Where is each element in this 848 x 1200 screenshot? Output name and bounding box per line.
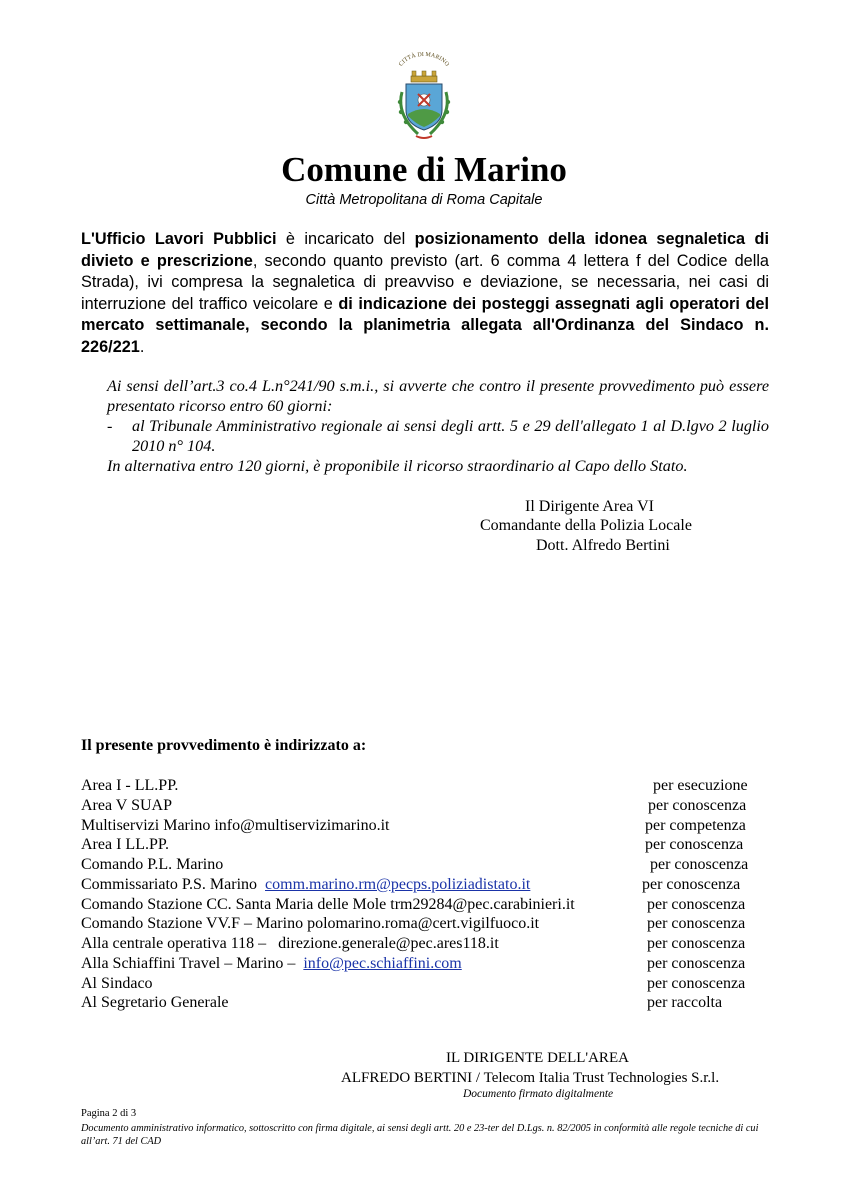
city-crest-logo	[388, 52, 460, 144]
page-number: Pagina 2 di 3	[81, 1108, 137, 1119]
recipient-name: Area I LL.PP.	[81, 836, 169, 853]
digital-signature-title: IL DIRIGENTE DELL'AREA	[446, 1050, 629, 1066]
recipient-name: Area I - LL.PP.	[81, 777, 179, 794]
main-paragraph: L'Ufficio Lavori Pubblici è incaricato del posizionamento della idonea segnaletica di divieto e prescrizione, secondo quanto previsto (art. 6 comma 4 lettera f del Codice della Strada), ivi compresa la segnaletica di preavviso e deviazione, se necessaria, nei casi di interruzione del traffico veicolare e di indicazione dei posteggi assegnati agli operatori del mercato settimanale, secondo la planimetria allegata all'Ordinanza del Sindaco n. 226/221.	[81, 230, 769, 356]
recipient-name: Comando Stazione VV.F – Marino polomarino.roma@cert.vigilfuoco.it	[81, 915, 540, 932]
appeal-notice	[107, 376, 769, 476]
page-subtitle: Città Metropolitana di Roma Capitale	[305, 192, 543, 208]
recipient-name: Alla centrale operativa 118 – direzione.generale@pec.ares118.it	[81, 935, 499, 952]
crest-motto: CITTÀ DI MARINO	[398, 52, 450, 68]
recipient-name: Al Sindaco	[81, 975, 153, 992]
recipients-heading: Il presente provvedimento è indirizzato a:	[81, 737, 367, 754]
page-title: Comune di Marino	[281, 150, 567, 189]
appeal-bullet: - al Tribunale Amministrativo regionale ai sensi degli artt. 5 e 29 dell'allegato 1 al D.lgvo 2 luglio 2010 n° 104.	[107, 417, 769, 455]
recipient-purpose: per competenza	[645, 817, 746, 834]
recipient-name: Multiservizi Marino info@multiservizimarino.it	[81, 817, 390, 834]
email-link[interactable]: comm.marino.rm@pecps.poliziadistato.it	[265, 876, 531, 893]
appeal-intro: Ai sensi dell’art.3 co.4 L.n°241/90 s.m.i., si avverte che contro il presente provvedimento può essere presentato ricorso entro 60 giorni:	[107, 377, 769, 415]
bullet-dash: -	[107, 417, 113, 435]
recipient-purpose: per conoscenza	[650, 856, 749, 873]
recipient-purpose: per raccolta	[647, 994, 723, 1011]
recipient-name: Area V SUAP	[81, 797, 172, 814]
recipient-purpose: per conoscenza	[648, 797, 747, 814]
recipient-purpose: per conoscenza	[647, 915, 746, 932]
recipient-name: Comando P.L. Marino	[81, 856, 224, 873]
recipient-purpose: per conoscenza	[642, 876, 741, 893]
recipient-name: Commissariato P.S. Marino comm.marino.rm@pecps.poliziadistato.it	[81, 876, 531, 893]
recipient-purpose: per conoscenza	[647, 896, 746, 913]
recipient-purpose: per conoscenza	[647, 975, 746, 992]
email-link[interactable]: info@pec.schiaffini.com	[303, 955, 462, 972]
signature-role: Il Dirigente Area VI	[525, 498, 654, 515]
recipient-purpose: per conoscenza	[645, 836, 744, 853]
recipient-name: Al Segretario Generale	[81, 994, 229, 1011]
recipient-name: Comando Stazione CC. Santa Maria delle Mole trm29284@pec.carabinieri.it	[81, 896, 575, 913]
recipient-purpose: per conoscenza	[647, 935, 746, 952]
digital-signature-note: Documento firmato digitalmente	[463, 1088, 614, 1100]
digital-signature-signer: ALFREDO BERTINI / Telecom Italia Trust Technologies S.r.l.	[341, 1070, 720, 1086]
signature-name: Dott. Alfredo Bertini	[536, 537, 670, 554]
recipient-name: Alla Schiaffini Travel – Marino – info@pec.schiaffini.com	[81, 955, 462, 972]
recipient-purpose: per conoscenza	[647, 955, 746, 972]
appeal-alternative: In alternativa entro 120 giorni, è proponibile il ricorso straordinario al Capo dello Stato.	[107, 457, 688, 475]
legal-disclaimer: Documento amministrativo informatico, sottoscritto con firma digitale, ai sensi degli artt. 20 e 23-ter del D.Lgs. n. 82/2005 in conformità alle regole tecniche di cui all’art. 71 del CAD	[81, 1123, 759, 1147]
signature-title: Comandante della Polizia Locale	[480, 517, 692, 534]
recipient-purpose: per esecuzione	[653, 777, 748, 794]
